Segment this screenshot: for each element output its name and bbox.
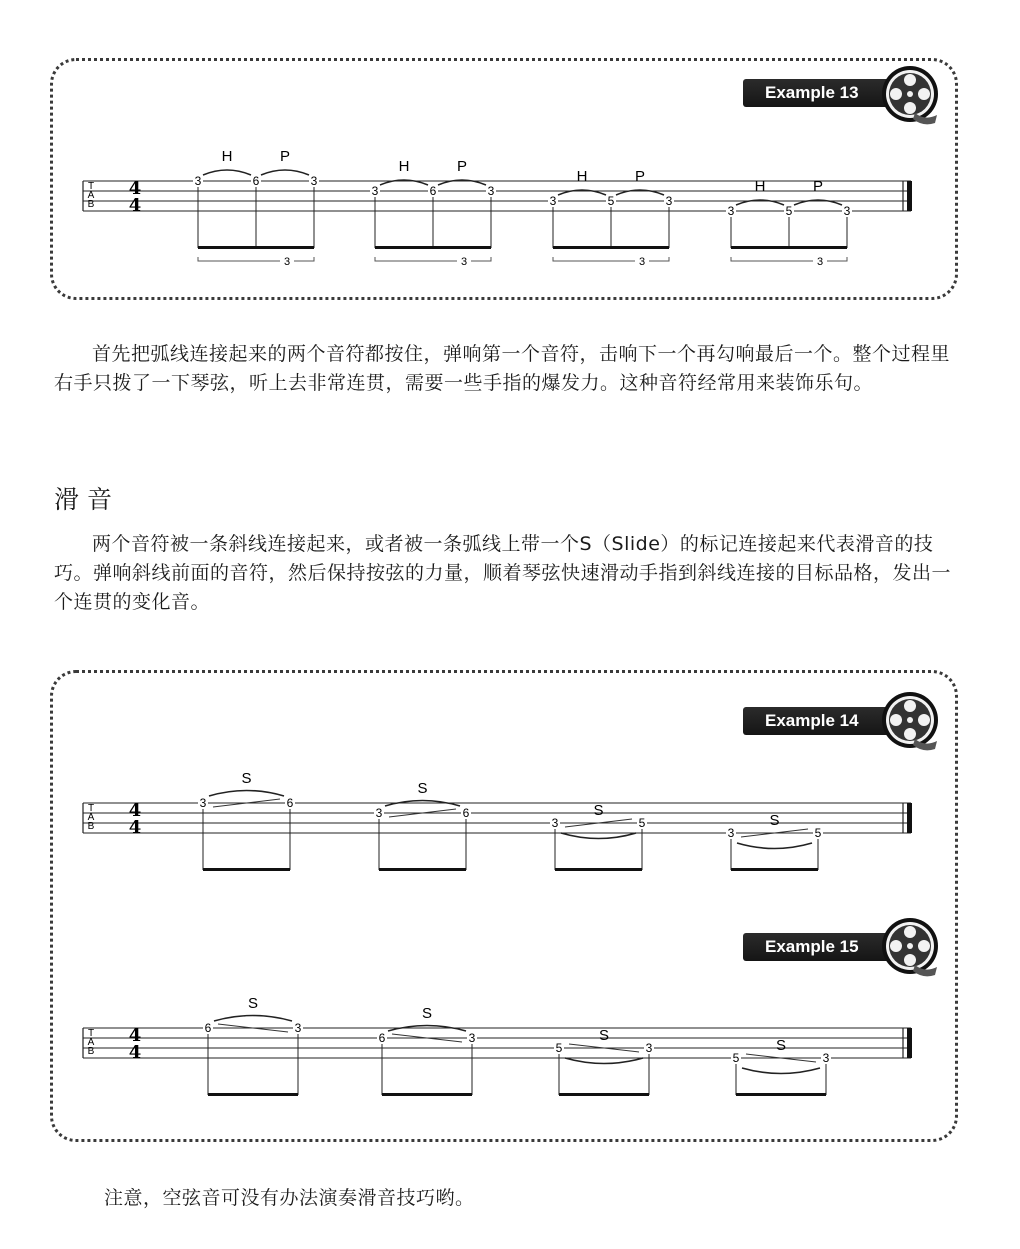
final-thick-barline — [907, 1028, 912, 1058]
final-thick-barline — [907, 181, 912, 211]
tab-clef-letter: A — [87, 190, 95, 201]
example-13-tab — [53, 61, 961, 303]
slur-arc — [203, 170, 251, 175]
example-14-15-tab — [53, 673, 961, 1145]
fret-number: 3 — [727, 204, 735, 218]
beam — [198, 246, 314, 249]
beam — [731, 246, 847, 249]
beam — [375, 246, 491, 249]
fret-number: 3 — [371, 184, 379, 198]
slide-arc — [737, 843, 812, 849]
fret-number: 3 — [487, 184, 495, 198]
slide-mark: S — [775, 1037, 787, 1054]
tuplet-bracket — [649, 257, 669, 261]
beam — [559, 1093, 649, 1096]
fret-number: 6 — [429, 184, 437, 198]
fret-number: 3 — [551, 816, 559, 830]
pull-off-mark: P — [634, 168, 646, 185]
beam — [736, 1093, 826, 1096]
fret-number: 5 — [555, 1041, 563, 1055]
tuplet-bracket — [827, 257, 847, 261]
fret-number: 3 — [549, 194, 557, 208]
slide-mark: S — [593, 802, 604, 819]
tuplet-bracket — [294, 257, 314, 261]
slur-arc — [261, 170, 309, 175]
beam — [553, 246, 669, 249]
slide-mark: S — [421, 1005, 433, 1022]
slide-arc — [214, 1016, 292, 1022]
fret-number: 6 — [462, 806, 470, 820]
pull-off-mark: P — [812, 178, 824, 195]
example-13-label: Example 13 — [743, 79, 901, 107]
fret-number: 6 — [378, 1031, 386, 1045]
tab-clef-letter: T — [87, 181, 95, 192]
example-14-15-panel — [50, 670, 958, 1142]
fret-number: 3 — [645, 1041, 653, 1055]
slide-arc — [742, 1068, 820, 1074]
fret-number: 5 — [785, 204, 793, 218]
pull-off-mark: P — [279, 148, 291, 165]
fret-number: 3 — [199, 796, 207, 810]
slide-arc — [561, 833, 636, 839]
slide-paragraph: 两个音符被一条斜线连接起来，或者被一条弧线上带一个S（Slide）的标记连接起来代表滑音的技巧。弹响斜线前面的音符，然后保持按弦的力量，顺着琴弦快速滑动手指到斜线连接的目标品格，发出一个连贯的变化音。 — [54, 533, 952, 613]
fret-number: 6 — [286, 796, 294, 810]
example-15-label: Example 15 — [743, 933, 901, 961]
fret-number: 3 — [727, 826, 735, 840]
fret-number: 3 — [468, 1031, 476, 1045]
tuplet-number: 3 — [816, 256, 824, 268]
fret-number: 5 — [607, 194, 615, 208]
tab-clef-letter: T — [87, 803, 95, 814]
time-signature-bottom: 4 — [128, 195, 142, 216]
beam — [382, 1093, 472, 1096]
open-string-note: 注意，空弦音可没有办法演奏滑音技巧哟。 — [104, 1187, 475, 1209]
fret-number: 5 — [732, 1051, 740, 1065]
fret-number: 3 — [822, 1051, 830, 1065]
fret-number: 6 — [252, 174, 260, 188]
tab-clef-letter: B — [87, 821, 95, 832]
beam — [208, 1093, 298, 1096]
tab-clef-letter: A — [87, 1037, 95, 1048]
slide-arc — [565, 1058, 643, 1064]
slide-mark: S — [769, 812, 780, 829]
slide-mark: S — [241, 770, 252, 787]
tuplet-number: 3 — [460, 256, 468, 268]
tuplet-number: 3 — [638, 256, 646, 268]
beam — [731, 868, 818, 871]
pull-off-mark: P — [456, 158, 468, 175]
tab-clef-letter: A — [87, 812, 95, 823]
slide-arc — [209, 791, 284, 797]
fret-number: 6 — [204, 1021, 212, 1035]
hammer-on-mark: H — [221, 148, 233, 165]
beam — [379, 868, 466, 871]
tuplet-bracket — [731, 257, 813, 261]
fret-number: 3 — [294, 1021, 302, 1035]
tuplet-bracket — [375, 257, 457, 261]
fret-number: 5 — [638, 816, 646, 830]
time-signature-bottom: 4 — [128, 1042, 142, 1063]
section-heading-slide: 滑音 — [54, 485, 121, 514]
beam — [203, 868, 290, 871]
slide-mark: S — [247, 995, 259, 1012]
tuplet-number: 3 — [283, 256, 291, 268]
hammer-on-mark: H — [754, 178, 766, 195]
slide-mark: S — [598, 1027, 610, 1044]
example-13-panel — [50, 58, 958, 300]
fret-number: 3 — [310, 174, 318, 188]
hammer-pull-paragraph: 首先把弧线连接起来的两个音符都按住，弹响第一个音符，击响下一个再勾响最后一个。整个过程里右手只拨了一下琴弦，听上去非常连贯，需要一些手指的爆发力。这种音符经常用来装饰乐句。 — [54, 343, 951, 394]
hammer-on-mark: H — [576, 168, 588, 185]
fret-number: 3 — [375, 806, 383, 820]
example-14-label: Example 14 — [743, 707, 901, 735]
tuplet-bracket — [471, 257, 491, 261]
hammer-on-mark: H — [398, 158, 410, 175]
time-signature-bottom: 4 — [128, 817, 142, 838]
final-thick-barline — [907, 803, 912, 833]
tab-clef-letter: T — [87, 1028, 95, 1039]
fret-number: 3 — [665, 194, 673, 208]
slide-mark: S — [417, 780, 428, 797]
time-signature-top: 4 — [128, 1025, 142, 1046]
fret-number: 5 — [814, 826, 822, 840]
time-signature-top: 4 — [128, 800, 142, 821]
tab-clef-letter: B — [87, 1046, 95, 1057]
fret-number: 3 — [843, 204, 851, 218]
tab-clef-letter: B — [87, 199, 95, 210]
fret-number: 3 — [194, 174, 202, 188]
time-signature-top: 4 — [128, 178, 142, 199]
beam — [555, 868, 642, 871]
tuplet-bracket — [198, 257, 280, 261]
tuplet-bracket — [553, 257, 635, 261]
